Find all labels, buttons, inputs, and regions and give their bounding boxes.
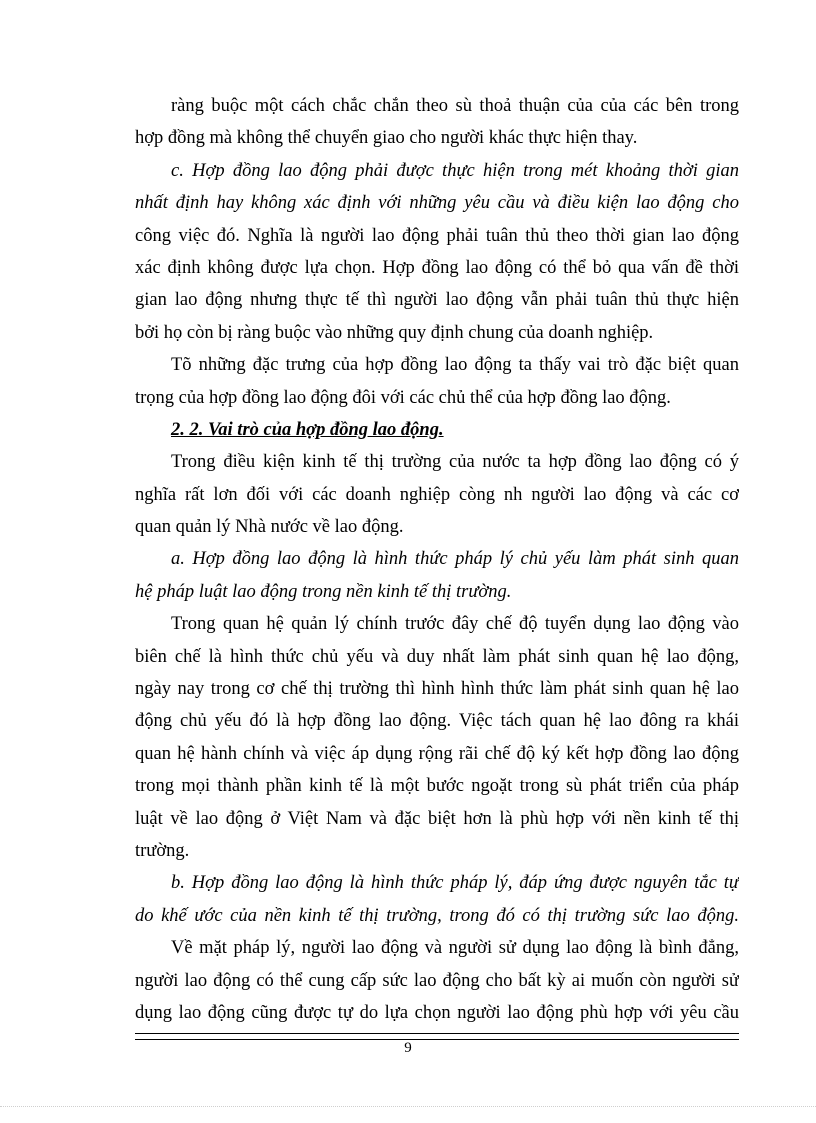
text-line-content: nghĩa rất lơn đối với các doanh nghiệp còng nh người lao động và các cơ xyxy=(135,484,739,505)
text-line-content: hợp đồng mà không thể chuyển giao cho người khác thực hiện thay. xyxy=(135,128,638,149)
text-line xyxy=(135,576,739,608)
text-line xyxy=(135,252,739,284)
text-line xyxy=(135,608,739,640)
body-text xyxy=(135,90,739,1029)
text-line-content: quan hệ hành chính và việc áp dụng rộng rãi chế độ ký kết hợp đồng lao động xyxy=(135,743,739,764)
text-line xyxy=(135,641,739,673)
text-line-content: quan quản lý Nhà nước về lao động. xyxy=(135,517,404,538)
text-line-content: do khế ước của nền kinh tế thị trường, trong đó có thị trường sức lao động. xyxy=(135,905,739,926)
text-line-content: Tõ những đặc trưng của hợp đồng lao động ta thấy vai trò đặc biệt quan xyxy=(171,355,739,376)
text-line-content: trọng của hợp đồng lao động đôi với các chủ thể của hợp đồng lao động. xyxy=(135,387,671,408)
text-line xyxy=(135,965,739,997)
text-line-content: ngày nay trong cơ chế thị trường thì hình hình thức làm phát sinh quan hệ lao xyxy=(135,679,739,700)
text-line-content: Trong quan hệ quản lý chính trước đây chế độ tuyển dụng lao động vào xyxy=(171,614,739,635)
text-line xyxy=(135,122,739,154)
text-line-content: động chủ yếu đó là hợp đồng lao động. Việc tách quan hệ lao đông ra khái xyxy=(135,711,739,732)
page-bottom-dotted-edge xyxy=(0,1106,816,1107)
text-line-content: bởi họ còn bị ràng buộc vào những quy định chung của doanh nghiệp. xyxy=(135,322,654,343)
text-line xyxy=(135,900,739,932)
text-line-content: b. Hợp đồng lao động là hình thức pháp lý, đáp ứng được nguyên tắc tự xyxy=(171,873,739,894)
text-line-content: Trong điều kiện kinh tế thị trường của nước ta hợp đồng lao động có ý xyxy=(171,452,739,473)
text-line xyxy=(135,187,739,219)
section-heading xyxy=(135,414,739,446)
text-line-content: 2. 2. Vai trò của hợp đồng lao động. xyxy=(171,419,444,440)
text-line xyxy=(135,867,739,899)
text-line-content: biên chế là hình thức chủ yếu và duy nhất làm phát sinh quan hệ lao động, xyxy=(135,646,739,667)
text-line xyxy=(135,349,739,381)
text-line-content: công việc đó. Nghĩa là người lao động phải tuân thủ theo thời gian lao động xyxy=(135,225,739,246)
text-line xyxy=(135,932,739,964)
text-line-content: xác định không được lựa chọn. Hợp đồng lao động có thể bỏ qua vấn đề thời xyxy=(135,257,739,278)
text-line xyxy=(135,511,739,543)
text-line xyxy=(135,90,739,122)
text-line xyxy=(135,155,739,187)
text-line xyxy=(135,446,739,478)
text-line xyxy=(135,997,739,1029)
text-line xyxy=(135,220,739,252)
text-line-content: ràng buộc một cách chắc chắn theo sù thoả thuận của của các bên trong xyxy=(171,96,739,116)
page-number: 9 xyxy=(404,1040,412,1056)
text-line xyxy=(135,803,739,835)
text-line-content: Về mặt pháp lý, người lao động và người sử dụng lao động là bình đẳng, xyxy=(171,938,739,959)
text-line-content: c. Hợp đồng lao động phải được thực hiện trong mét khoảng thời gian xyxy=(171,160,739,181)
text-line xyxy=(135,317,739,349)
text-line xyxy=(135,543,739,575)
text-line-content: người lao động có thể cung cấp sức lao động cho bất kỳ ai muốn còn người sử xyxy=(135,970,739,991)
text-line-content: gian lao động nhưng thực tế thì người lao động vẫn phải tuân thủ thực hiện xyxy=(135,290,739,311)
text-line xyxy=(135,479,739,511)
text-line xyxy=(135,705,739,737)
text-line-content: luật về lao động ở Việt Nam và đặc biệt hơn là phù hợp với nền kinh tế thị xyxy=(135,808,739,829)
text-line-content: a. Hợp đồng lao động là hình thức pháp lý chủ yếu làm phát sinh quan xyxy=(171,549,739,570)
text-line xyxy=(135,738,739,770)
text-line xyxy=(135,770,739,802)
text-line xyxy=(135,382,739,414)
footer-double-rule xyxy=(135,1033,739,1040)
text-line xyxy=(135,673,739,705)
text-line-content: dụng lao động cũng được tự do lựa chọn người lao động phù hợp với yêu cầu xyxy=(135,1002,739,1023)
text-line-content: nhất định hay không xác định với những yêu cầu và điều kiện lao động cho xyxy=(135,193,739,214)
text-line-content: trong mọi thành phần kinh tế là một bước ngoặt trong sù phát triển của pháp xyxy=(135,776,739,797)
text-line-content: hệ pháp luật lao động trong nền kinh tế thị trường. xyxy=(135,581,512,602)
text-line xyxy=(135,284,739,316)
text-line-content: trường. xyxy=(135,840,190,861)
text-line xyxy=(135,835,739,867)
